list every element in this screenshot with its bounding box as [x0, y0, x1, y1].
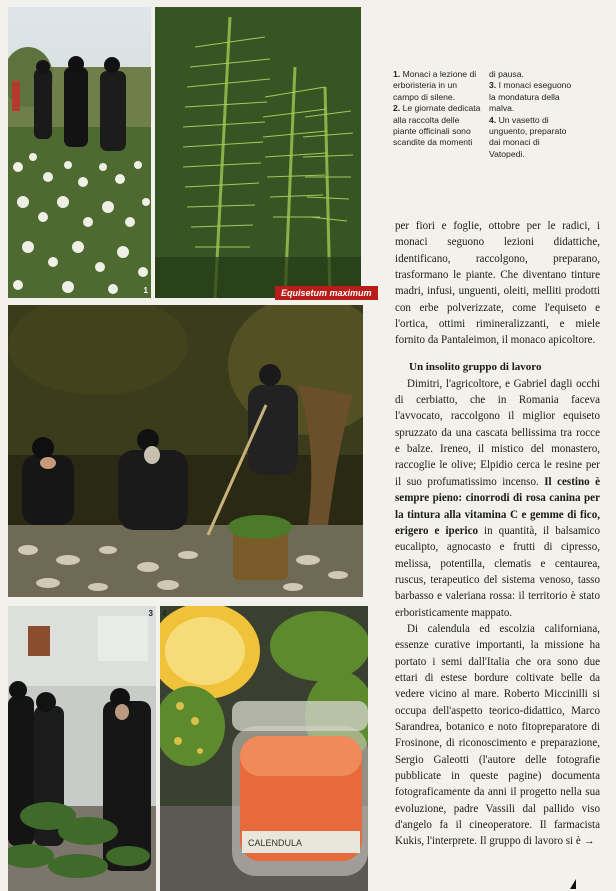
photo-monks-mallow-image: [8, 606, 156, 891]
plant-species-caption: Equisetum maximum: [275, 286, 378, 300]
article-paragraph-1: per fiori e foglie, ottobre per le radici, i monaci seguono lezioni didattiche, identificano, raccolgono, preparano, trasformano le piante. Che diventano tinture madri, infusi, unguenti, oleiti, melliti prodotti con erbe polverizzate, come l'equiseto e l'ortica, ottimi rimineralizzanti, e miele fornito da Pantaleimon, il monaco apicoltore.: [395, 220, 600, 347]
photo-monks-field-image: [8, 7, 151, 298]
caption-3-number: 3.: [489, 80, 497, 91]
photo-equisetum-image: [155, 7, 361, 298]
caption-2-continued: [489, 69, 573, 80]
caption-1-text: Monaci a lezione di erboristeria in un campo di silene.: [393, 69, 477, 102]
photo-monks-mallow: [8, 606, 156, 891]
section-heading: Un insolito gruppo di lavoro: [409, 360, 542, 373]
article-paragraph-2-bold: Il cestino è sempre pieno: cinorrodi di rosa canina per la tintura alla vitamina C e gemme di fico, erigero e iperico: [395, 475, 600, 537]
caption-1: [393, 69, 481, 103]
page-corner-triangle-icon: [570, 879, 576, 889]
caption-1-number: 1.: [393, 69, 401, 79]
caption-4: [489, 115, 573, 161]
article-body: [395, 218, 600, 850]
caption-2-text: Le giornate dedicata alla raccolta delle piante officinali sono scandite da momenti: [393, 103, 481, 148]
caption-2-continued-text: di pausa.: [489, 69, 524, 79]
photo-number-1: 1: [143, 286, 148, 295]
photo-monks-field: [8, 7, 151, 298]
photo-number-4: 4: [162, 609, 167, 618]
caption-4-number: 4.: [489, 114, 497, 125]
photo-number-3: 3: [148, 609, 153, 618]
caption-column-2: [489, 69, 573, 160]
photo-equisetum: [155, 7, 361, 298]
caption-column-1: [393, 69, 481, 149]
caption-3-text: I monaci eseguono la mondatura della malva.: [489, 80, 572, 114]
caption-3: [489, 80, 573, 114]
article-paragraph-2-end: in quantità, il balsamico eucalipto, agnocasto e frutti di cipresso, melissa, potentilla, clematis e centaurea, ruscus, terapeutico del sistema venoso, tasso barbasso e valeriana rossa: il territorio è stato erboristicamente mappato.: [395, 524, 600, 619]
photo-ointment-jar-image: [160, 606, 368, 891]
photo-ointment-jar: [160, 606, 368, 891]
jar-label: CALENDULA: [248, 838, 303, 848]
article-paragraph-3: Di calendula ed escolzia californiana, essenze curative importanti, la missione ha portato i semi dall'Italia che ora sono due ettari di estese bordure coltivate belle da vedere vicino al mare. Roberto Miccinilli si occupa dell'aspetto teorico-didattico, Marco Sarandrea, botanico e noto fitopreparatore di Frosinone, di riconoscimento e preparazione, Sergio Galeotti (l'autore delle fotografie pubblicate in queste pagine) documenta fotograficamente da anni il progetto nella sua evoluzione, padre Vassili dal pallido viso d'angelo fa il cineoperatore. Il farmacista Kukis, l'interprete. Il gruppo di lavoro si è →: [395, 622, 600, 848]
caption-2: [393, 103, 481, 149]
photo-monks-resting: [8, 305, 363, 597]
caption-2-number: 2.: [393, 103, 401, 114]
article-paragraph-2-start: Dimitri, l'agricoltore, e Gabriel dagli occhi di cerbiatto, che in Romania faceva l'avvocato, raccolgono il miglior equiseto spruzzato da una cascata bellissima tra rocce e balze. Ireneo, il mistico del monastero, raccoglie le olive; Elpidio cerca le resine per il suo profumatissimo incenso.: [395, 377, 600, 488]
article-paragraph-2: [395, 376, 600, 621]
photo-monks-resting-image: [8, 305, 363, 597]
caption-4-text: Un vasetto di unguento, preparato dai monaci di Vatopedi.: [489, 114, 567, 159]
